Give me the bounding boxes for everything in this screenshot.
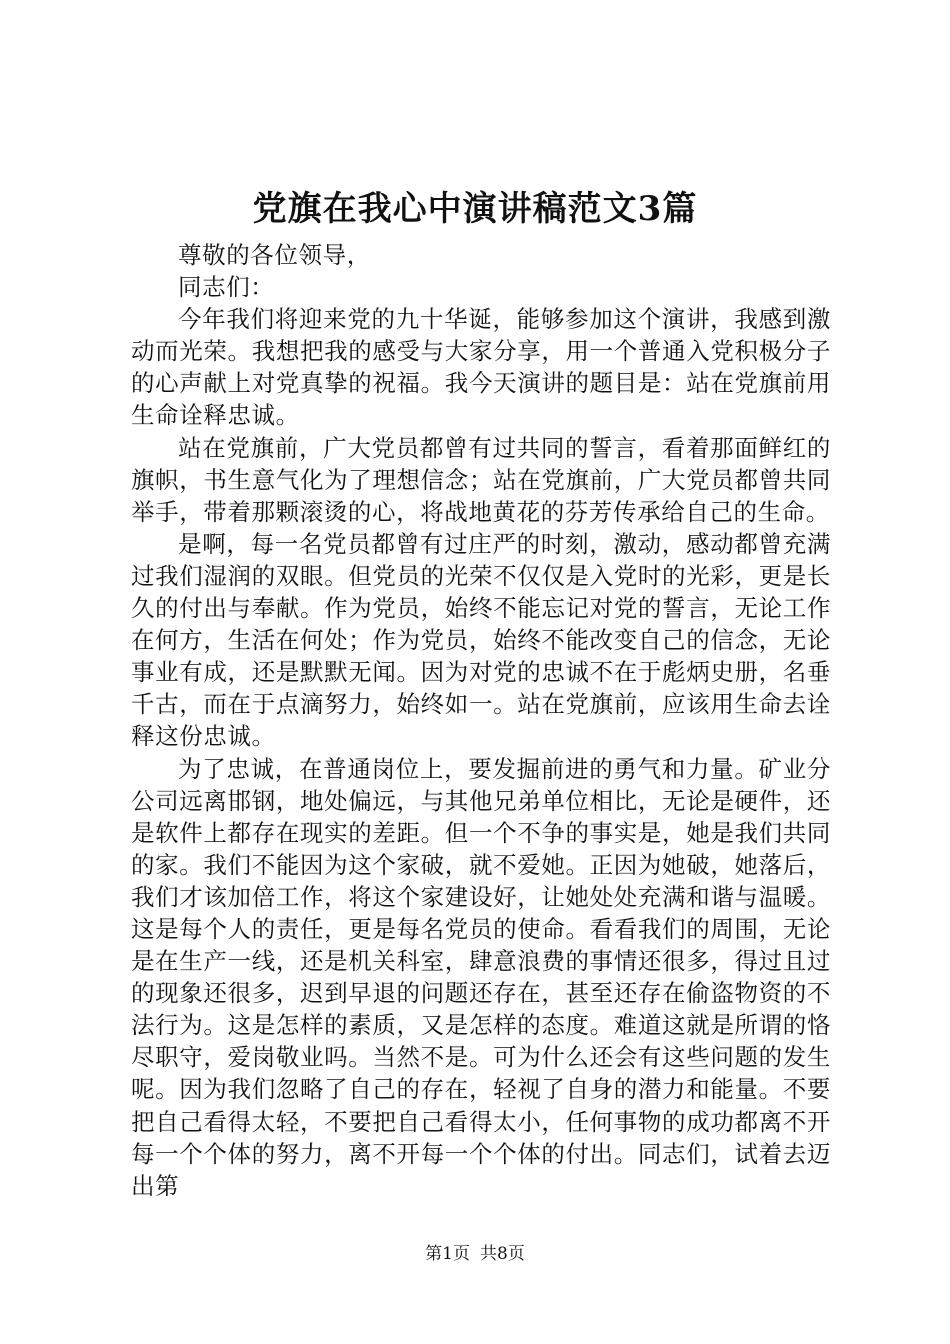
page-number: 第1页 [425, 1244, 470, 1264]
salutation-line-2: 同志们： [178, 273, 275, 302]
document-title: 党旗在我心中演讲稿范文3篇 [252, 189, 698, 229]
page-footer [0, 1243, 950, 1265]
body-paragraph: 今年我们将迎来党的九十华诞，能够参加这个演讲，我感到激动而光荣。我想把我的感受与大家分享，用一个普通入党积极分子的心声献上对党真挚的祝福。我今天演讲的题目是：站在党旗前用生命诠释忠诚。 [131, 305, 831, 430]
page-total: 共8页 [480, 1244, 525, 1264]
salutation-line-1: 尊敬的各位领导， [178, 241, 371, 269]
document-body [131, 239, 831, 1202]
body-paragraph: 是啊，每一名党员都曾有过庄严的时刻，激动，感动都曾充满过我们湿润的双眼。但党员的光荣不仅仅是入党时的光彩，更是长久的付出与奉献。作为党员，始终不能忘记对党的誓言，无论工作在何方，生活在何处；作为党员，始终不能改变自己的信念，无论事业有成，还是默默无闻。因为对党的忠诚不在于彪炳史册，名垂千古，而在于点滴努力，始终如一。站在党旗前，应该用生命去诠释这份忠诚。 [131, 529, 831, 751]
body-paragraph: 站在党旗前，广大党员都曾有过共同的誓言，看着那面鲜红的旗帜，书生意气化为了理想信念；站在党旗前，广大党员都曾共同举手，带着那颗滚烫的心，将战地黄花的芬芳传承给自己的生命。 [131, 433, 831, 526]
body-paragraph: 为了忠诚，在普通岗位上，要发掘前进的勇气和力量。矿业分公司远离邯钢，地处偏远，与其他兄弟单位相比，无论是硬件，还是软件上都存在现实的差距。但一个不争的事实是，她是我们共同的家。我们不能因为这个家破，就不爱她。正因为她破，她落后，我们才该加倍工作，将这个家建设好，让她处处充满和谐与温暖。这是每个人的责任，更是每名党员的使命。看看我们的周围，无论是在生产一线，还是机关科室，肆意浪费的事情还很多，得过且过的现象还很多，迟到早退的问题还存在，甚至还存在偷盗物资的不法行为。这是怎样的素质，又是怎样的态度。难道这就是所谓的恪尽职守，爱岗敬业吗。当然不是。可为什么还会有这些问题的发生呢。因为我们忽略了自己的存在，轻视了自身的潜力和能量。不要把自己看得太轻，不要把自己看得太小，任何事物的成功都离不开每一个个体的努力，离不开每一个个体的付出。同志们，试着去迈出第 [131, 754, 831, 1200]
